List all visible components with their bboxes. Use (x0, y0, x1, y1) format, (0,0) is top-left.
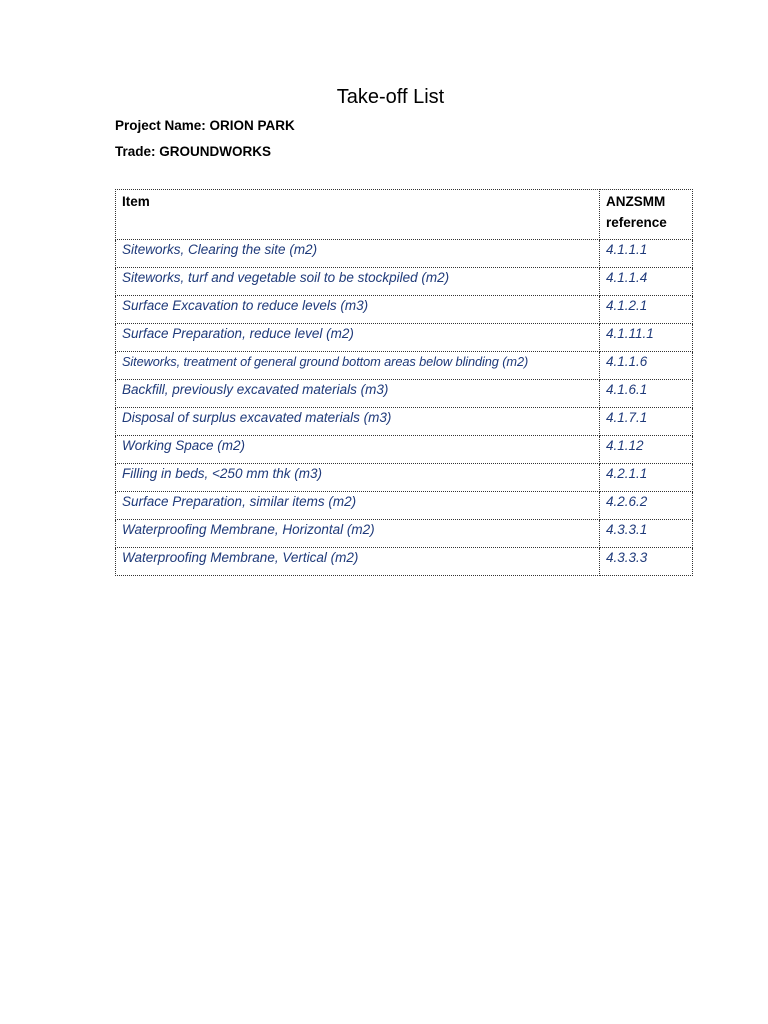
item-cell: Surface Preparation, similar items (m2) (116, 492, 600, 520)
item-cell: Surface Preparation, reduce level (m2) (116, 324, 600, 352)
table-row (116, 324, 693, 352)
reference-cell: 4.3.3.1 (600, 520, 693, 548)
header-item (116, 190, 600, 240)
item-cell: Disposal of surplus excavated materials (m3) (116, 408, 600, 436)
trade-name: Trade: GROUNDWORKS (115, 144, 272, 159)
header-reference-line1: ANZSMM (606, 194, 666, 209)
takeoff-table (115, 189, 693, 576)
item-cell: Siteworks, treatment of general ground bottom areas below blinding (m2) (116, 352, 600, 380)
header-reference (600, 190, 693, 240)
item-cell: Siteworks, turf and vegetable soil to be stockpiled (m2) (116, 268, 600, 296)
item-cell: Backfill, previously excavated materials (m3) (116, 380, 600, 408)
table-row (116, 492, 693, 520)
table-row (116, 240, 693, 268)
project-name: Project Name: ORION PARK (115, 118, 295, 133)
table-row (116, 268, 693, 296)
item-cell: Surface Excavation to reduce levels (m3) (116, 296, 600, 324)
header-reference-line2: reference (606, 215, 667, 230)
reference-cell: 4.1.2.1 (600, 296, 693, 324)
table-header-row (116, 190, 693, 240)
reference-cell: 4.1.1.1 (600, 240, 693, 268)
reference-cell: 4.1.1.6 (600, 352, 693, 380)
reference-cell: 4.3.3.3 (600, 548, 693, 576)
table-row (116, 408, 693, 436)
header-item-label: Item (122, 194, 150, 209)
item-cell: Waterproofing Membrane, Vertical (m2) (116, 548, 600, 576)
table-row (116, 436, 693, 464)
item-cell: Siteworks, Clearing the site (m2) (116, 240, 600, 268)
table-row (116, 464, 693, 492)
document-title: Take-off List (336, 86, 445, 108)
reference-cell: 4.1.11.1 (600, 324, 693, 352)
item-cell: Working Space (m2) (116, 436, 600, 464)
reference-cell: 4.1.7.1 (600, 408, 693, 436)
item-cell: Filling in beds, <250 mm thk (m3) (116, 464, 600, 492)
reference-cell: 4.1.6.1 (600, 380, 693, 408)
table-row (116, 520, 693, 548)
reference-cell: 4.2.6.2 (600, 492, 693, 520)
table-row (116, 296, 693, 324)
item-cell: Waterproofing Membrane, Horizontal (m2) (116, 520, 600, 548)
reference-cell: 4.2.1.1 (600, 464, 693, 492)
table-row (116, 548, 693, 576)
table-row (116, 380, 693, 408)
reference-cell: 4.1.1.4 (600, 268, 693, 296)
reference-cell: 4.1.12 (600, 436, 693, 464)
table-row (116, 352, 693, 380)
